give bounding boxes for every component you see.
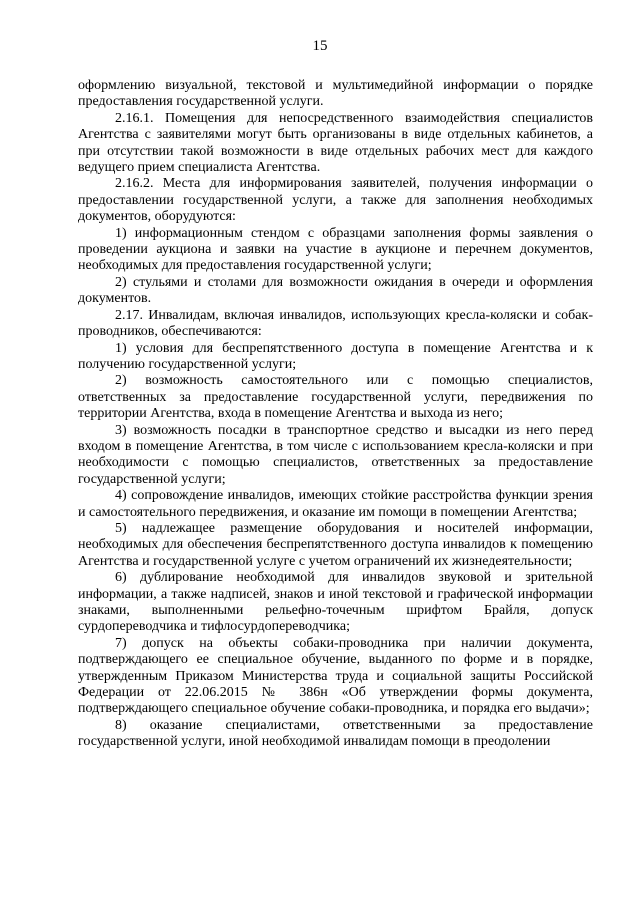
list-item-2-17-1: 1) условия для беспрепятственного доступа в помещение Агентства и к получению государственной услуги;	[78, 340, 593, 372]
list-item-2-17-5: 5) надлежащее размещение оборудования и носителей информации, необходимых для обеспечения беспрепятственного доступа инвалидов к помещению Агентства и государственной услуге с учетом ограничений их жизнедеятельности;	[78, 520, 593, 569]
paragraph-continuation: оформлению визуальной, текстовой и мультимедийной информации о порядке предоставления государственной услуги.	[78, 78, 593, 110]
list-item-2-17-8: 8) оказание специалистами, ответственными за предоставление государственной услуги, иной необходимой инвалидам помощи в преодолении	[78, 717, 593, 750]
list-item-2-17-4: 4) сопровождение инвалидов, имеющих стойкие расстройства функции зрения и самостоятельного передвижения, и оказание им помощи в помещении Агентства;	[78, 488, 593, 520]
list-item-2-17-7: 7) допуск на объекты собаки-проводника при наличии документа, подтверждающего ее специальное обучение, выданного по форме и в порядке, утвержденным Приказом Министерства труда и социальной защиты Российской Федерации от 22.06.2015 № 386н «Об утверждении формы документа, подтверждающего специальное обучение собаки-проводника, и порядка его выдачи»;	[78, 635, 593, 717]
list-item-2-17-3: 3) возможность посадки в транспортное средство и высадки из него перед входом в помещение Агентства, в том числе с использованием кресла-коляски и при необходимости с помощью специалистов, ответственных за предоставление государственной услуги;	[78, 422, 593, 487]
list-item-2-16-2-2: 2) стульями и столами для возможности ожидания в очереди и оформления документов.	[78, 274, 593, 307]
list-item-2-17-2: 2) возможность самостоятельного или с помощью специалистов, ответственных за предоставление государственной услуги, передвижения по территории Агентства, входа в помещение Агентства и выхода из него;	[78, 373, 593, 422]
page-number: 15	[312, 38, 328, 54]
paragraph-2-16-1: 2.16.1. Помещения для непосредственного взаимодействия специалистов Агентства с заявителями могут быть организованы в виде отдельных кабинетов, а при отсутствии такой возможности в виде отдельных рабочих мест для каждого ведущего прием специалиста Агентства.	[78, 110, 593, 176]
paragraph-2-17: 2.17. Инвалидам, включая инвалидов, использующих кресла-коляски и собак-проводников, обеспечиваются:	[78, 307, 593, 340]
paragraph-2-16-2: 2.16.2. Места для информирования заявителей, получения информации о предоставлении государственной услуги, а также для заполнения необходимых документов, оборудуются:	[78, 176, 593, 225]
list-item-2-16-2-1: 1) информационным стендом с образцами заполнения формы заявления о проведении аукциона и заявки на участие в аукционе и перечнем документов, необходимых для предоставления государственной услуги;	[78, 225, 593, 274]
document-body	[78, 78, 593, 751]
list-item-2-17-6: 6) дублирование необходимой для инвалидов звуковой и зрительной информации, а также надписей, знаков и иной текстовой и графической информации знаками, выполненными рельефно-точечным шрифтом Брайля, допуск сурдопереводчика и тифлосурдопереводчика;	[78, 570, 593, 635]
